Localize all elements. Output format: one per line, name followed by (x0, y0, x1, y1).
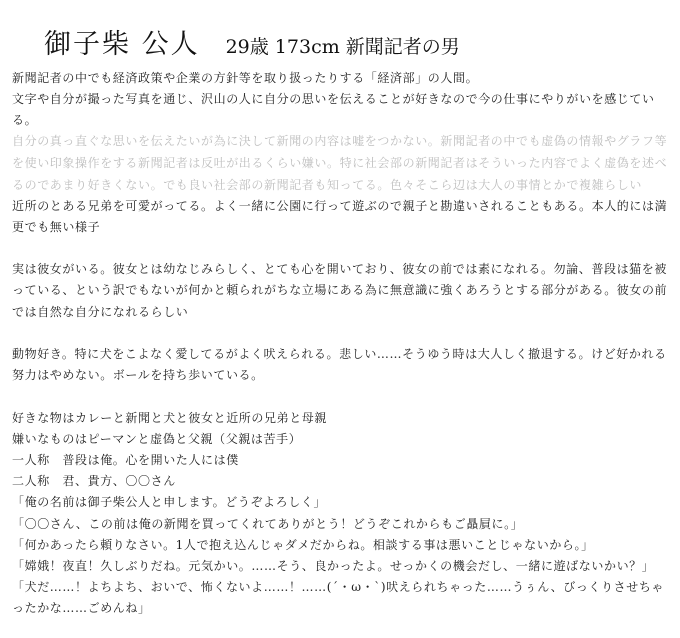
spacer (12, 386, 672, 407)
paragraph-honesty: 自分の真っ直ぐな思いを伝えたいが為に決して新聞の内容は嘘をつかない。新聞記者の中でも虚偽の情報やグラフ等を使い印象操作をする新聞記者は反吐が出るくらい嫌い。特に社会部の新聞記者はそういった内容でよく虚偽を述べるのであまり好きくない。でも良い社会部の新聞記者も知ってる。色々そこら辺は大人の事情とかで複雑らしい (12, 133, 668, 192)
first-person-line: 一人称 普段は俺。心を開いた人には僕 (12, 453, 239, 467)
likes-line: 好きな物はカレーと新聞と犬と彼女と近所の兄弟と母親 (12, 410, 328, 425)
paragraph-girlfriend: 実は彼女がいる。彼女とは幼なじみらしく、とても心を開いており、彼女の前では素になれる。勿論、普段は猫を被っている、という訳でもないが何かと頼られがちな立場にある為に無意識に強くあろうとする部分がある。彼女の前では自然な自分になれるらしい (12, 262, 668, 319)
character-info: 29歳 173cm 新聞記者の男 (225, 36, 460, 58)
paragraph-animals: 動物好き。特に犬をこよなく愛してるがよく吠えられる。悲しい……そうゆう時は大人しく撤退する。けど好かれる努力はやめない。ボールを持ち歩いている。 (12, 347, 667, 383)
profile-body (12, 68, 672, 620)
quote-line: 「犬だ……！よちよち、おいで、怖くないよ……！……(´・ω・`)吠えられちゃった……うぅん、びっくりさせちゃったかな……ごめんね」 (12, 580, 665, 616)
second-person-line: 二人称 君、貴方、〇〇さん (12, 474, 176, 489)
paragraph-job: 新聞記者の中でも経済政策や企業の方針等を取り扱ったりする「経済部」の人間。 (12, 71, 479, 85)
paragraph-motivation: 文字や自分が撮った写真を通じ、沢山の人に自分の思いを伝えることが好きなので今の仕事にやりがいを感じている。 (12, 92, 655, 128)
quote-line: 「何かあったら頼りなさい。1人で抱え込んじゃダメだからね。相談する事は悪いことじゃないから。」 (12, 537, 594, 552)
spacer (12, 323, 672, 344)
paragraph-neighbors: 近所のとある兄弟を可愛がってる。よく一緒に公園に行って遊ぶので親子と勘違いされることもある。本人的には満更でも無い様子 (12, 198, 668, 234)
quote-line: 「俺の名前は御子柴公人と申します。どうぞよろしく」 (12, 495, 327, 510)
quote-line: 「嫦娥！夜直！久しぶりだね。元気かい。……そう、良かったよ。せっかくの機会だし、一緒に遊ばないかい？」 (12, 559, 655, 574)
quote-line: 「〇〇さん、この前は俺の新聞を買ってくれてありがとう！どうぞこれからもご贔屓に。」 (12, 516, 524, 531)
character-name: 御子柴 公人 (44, 29, 200, 60)
dislikes-line: 嫌いなものはピーマンと虚偽と父親（父親は苦手） (12, 431, 302, 446)
spacer (12, 238, 672, 259)
page-header (44, 22, 460, 61)
